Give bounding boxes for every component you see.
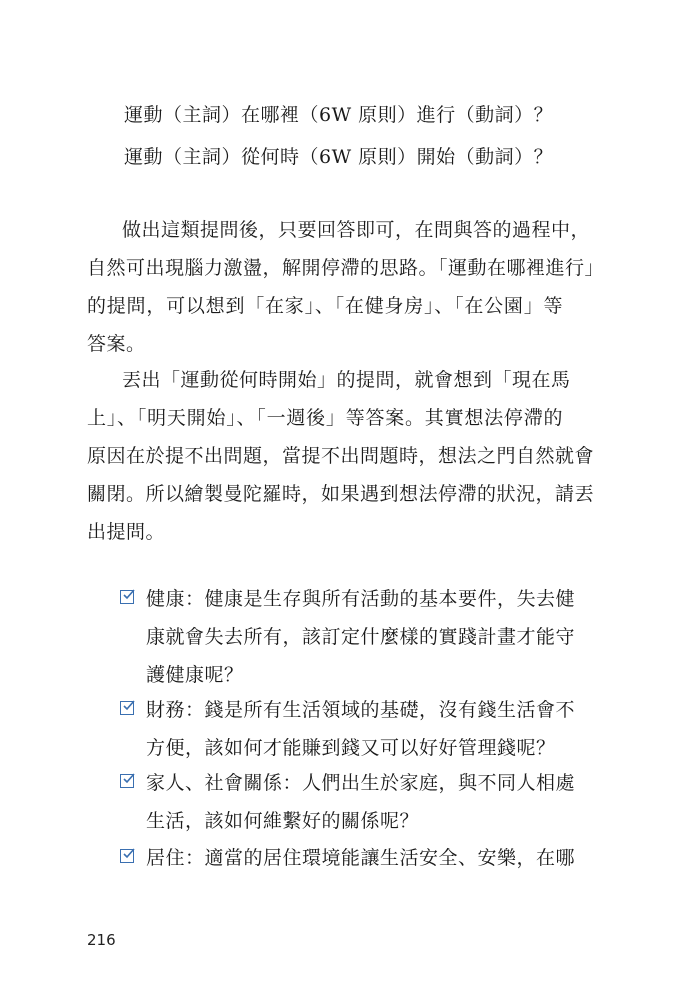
paragraph-line: 關閉。所以繪製曼陀羅時，如果遇到想法停滯的狀況，請丟 xyxy=(87,483,595,505)
page-number: 216 xyxy=(87,931,116,949)
checklist-line: 護健康呢？ xyxy=(146,664,244,686)
checkbox-checked-icon xyxy=(120,590,134,604)
paragraph-line: 出提問。 xyxy=(87,521,166,543)
checkbox-checked-icon xyxy=(120,774,134,788)
checklist-line: 康就會失去所有，該訂定什麼樣的實踐計畫才能守 xyxy=(146,626,576,648)
paragraph-line: 丟出「運動從何時開始」的提問，就會想到「現在馬 xyxy=(122,369,571,391)
question-line: 運動（主詞）在哪裡（6W 原則）進行（動詞）？ xyxy=(124,104,554,126)
paragraph-line: 做出這類提問後，只要回答即可，在問與答的過程中， xyxy=(122,219,591,241)
checklist-line: 方便，該如何才能賺到錢又可以好好管理錢呢？ xyxy=(146,737,556,759)
question-line: 運動（主詞）從何時（6W 原則）開始（動詞）？ xyxy=(124,146,554,168)
checklist-line: 健康：健康是生存與所有活動的基本要件，失去健 xyxy=(146,588,576,610)
checklist-line: 家人、社會關係：人們出生於家庭，與不同人相處 xyxy=(146,772,576,794)
paragraph-line: 的提問，可以想到「在家」、「在健身房」、「在公園」等 xyxy=(87,295,563,317)
paragraph-line: 自然可出現腦力激盪，解開停滯的思路。「運動在哪裡進行」 xyxy=(87,257,605,279)
paragraph-line: 上」、「明天開始」、「一週後」等答案。其實想法停滯的 xyxy=(87,407,563,429)
checklist-line: 財務：錢是所有生活領域的基礎，沒有錢生活會不 xyxy=(146,699,576,721)
paragraph-line: 答案。 xyxy=(87,333,146,355)
checklist-line: 居住：適當的居住環境能讓生活安全、安樂，在哪 xyxy=(146,847,576,869)
checkbox-checked-icon xyxy=(120,849,134,863)
paragraph-line: 原因在於提不出問題，當提不出問題時，想法之門自然就會 xyxy=(87,445,595,467)
checklist-line: 生活，該如何維繫好的關係呢？ xyxy=(146,810,420,832)
checkbox-checked-icon xyxy=(120,701,134,715)
